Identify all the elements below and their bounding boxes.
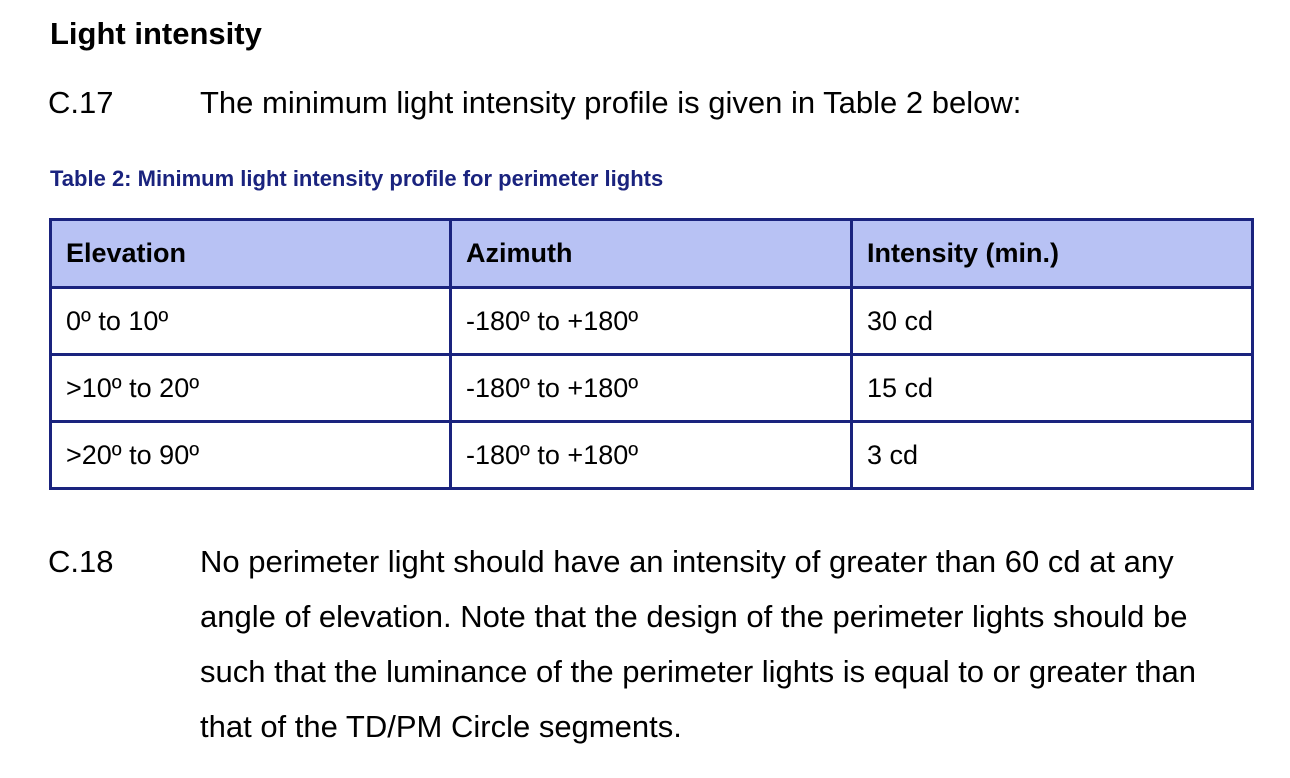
table-row [51,355,1253,422]
header-elevation: Elevation [51,220,451,288]
table-row [51,288,1253,355]
cell-intensity: 3 cd [852,422,1253,489]
table-caption: Table 2: Minimum light intensity profile for perimeter lights [50,166,664,191]
cell-elevation: >10º to 20º [51,355,451,422]
cell-elevation: 0º to 10º [51,288,451,355]
paragraph-text: The minimum light intensity profile is given in Table 2 below: [200,85,1022,120]
paragraph-text: No perimeter light should have an intensity of greater than 60 cd at any angle of elevation. Note that the design of the perimeter lights should be such that the luminance of the perimeter lights is equal to or greater than that of the TD/PM Circle segments. [200,544,1197,744]
cell-azimuth: -180º to +180º [451,288,852,355]
header-intensity: Intensity (min.) [852,220,1253,288]
paragraph-number: C.18 [48,544,114,579]
paragraph-c17 [48,75,1248,130]
header-azimuth: Azimuth [451,220,852,288]
table-header-row [51,220,1253,288]
cell-azimuth: -180º to +180º [451,355,852,422]
table-row [51,422,1253,489]
paragraph-c18 [48,534,1248,754]
cell-intensity: 30 cd [852,288,1253,355]
paragraph-number: C.17 [48,85,114,120]
cell-elevation: >20º to 90º [51,422,451,489]
section-heading: Light intensity [50,16,262,51]
cell-intensity: 15 cd [852,355,1253,422]
cell-azimuth: -180º to +180º [451,422,852,489]
intensity-table [49,218,1254,490]
